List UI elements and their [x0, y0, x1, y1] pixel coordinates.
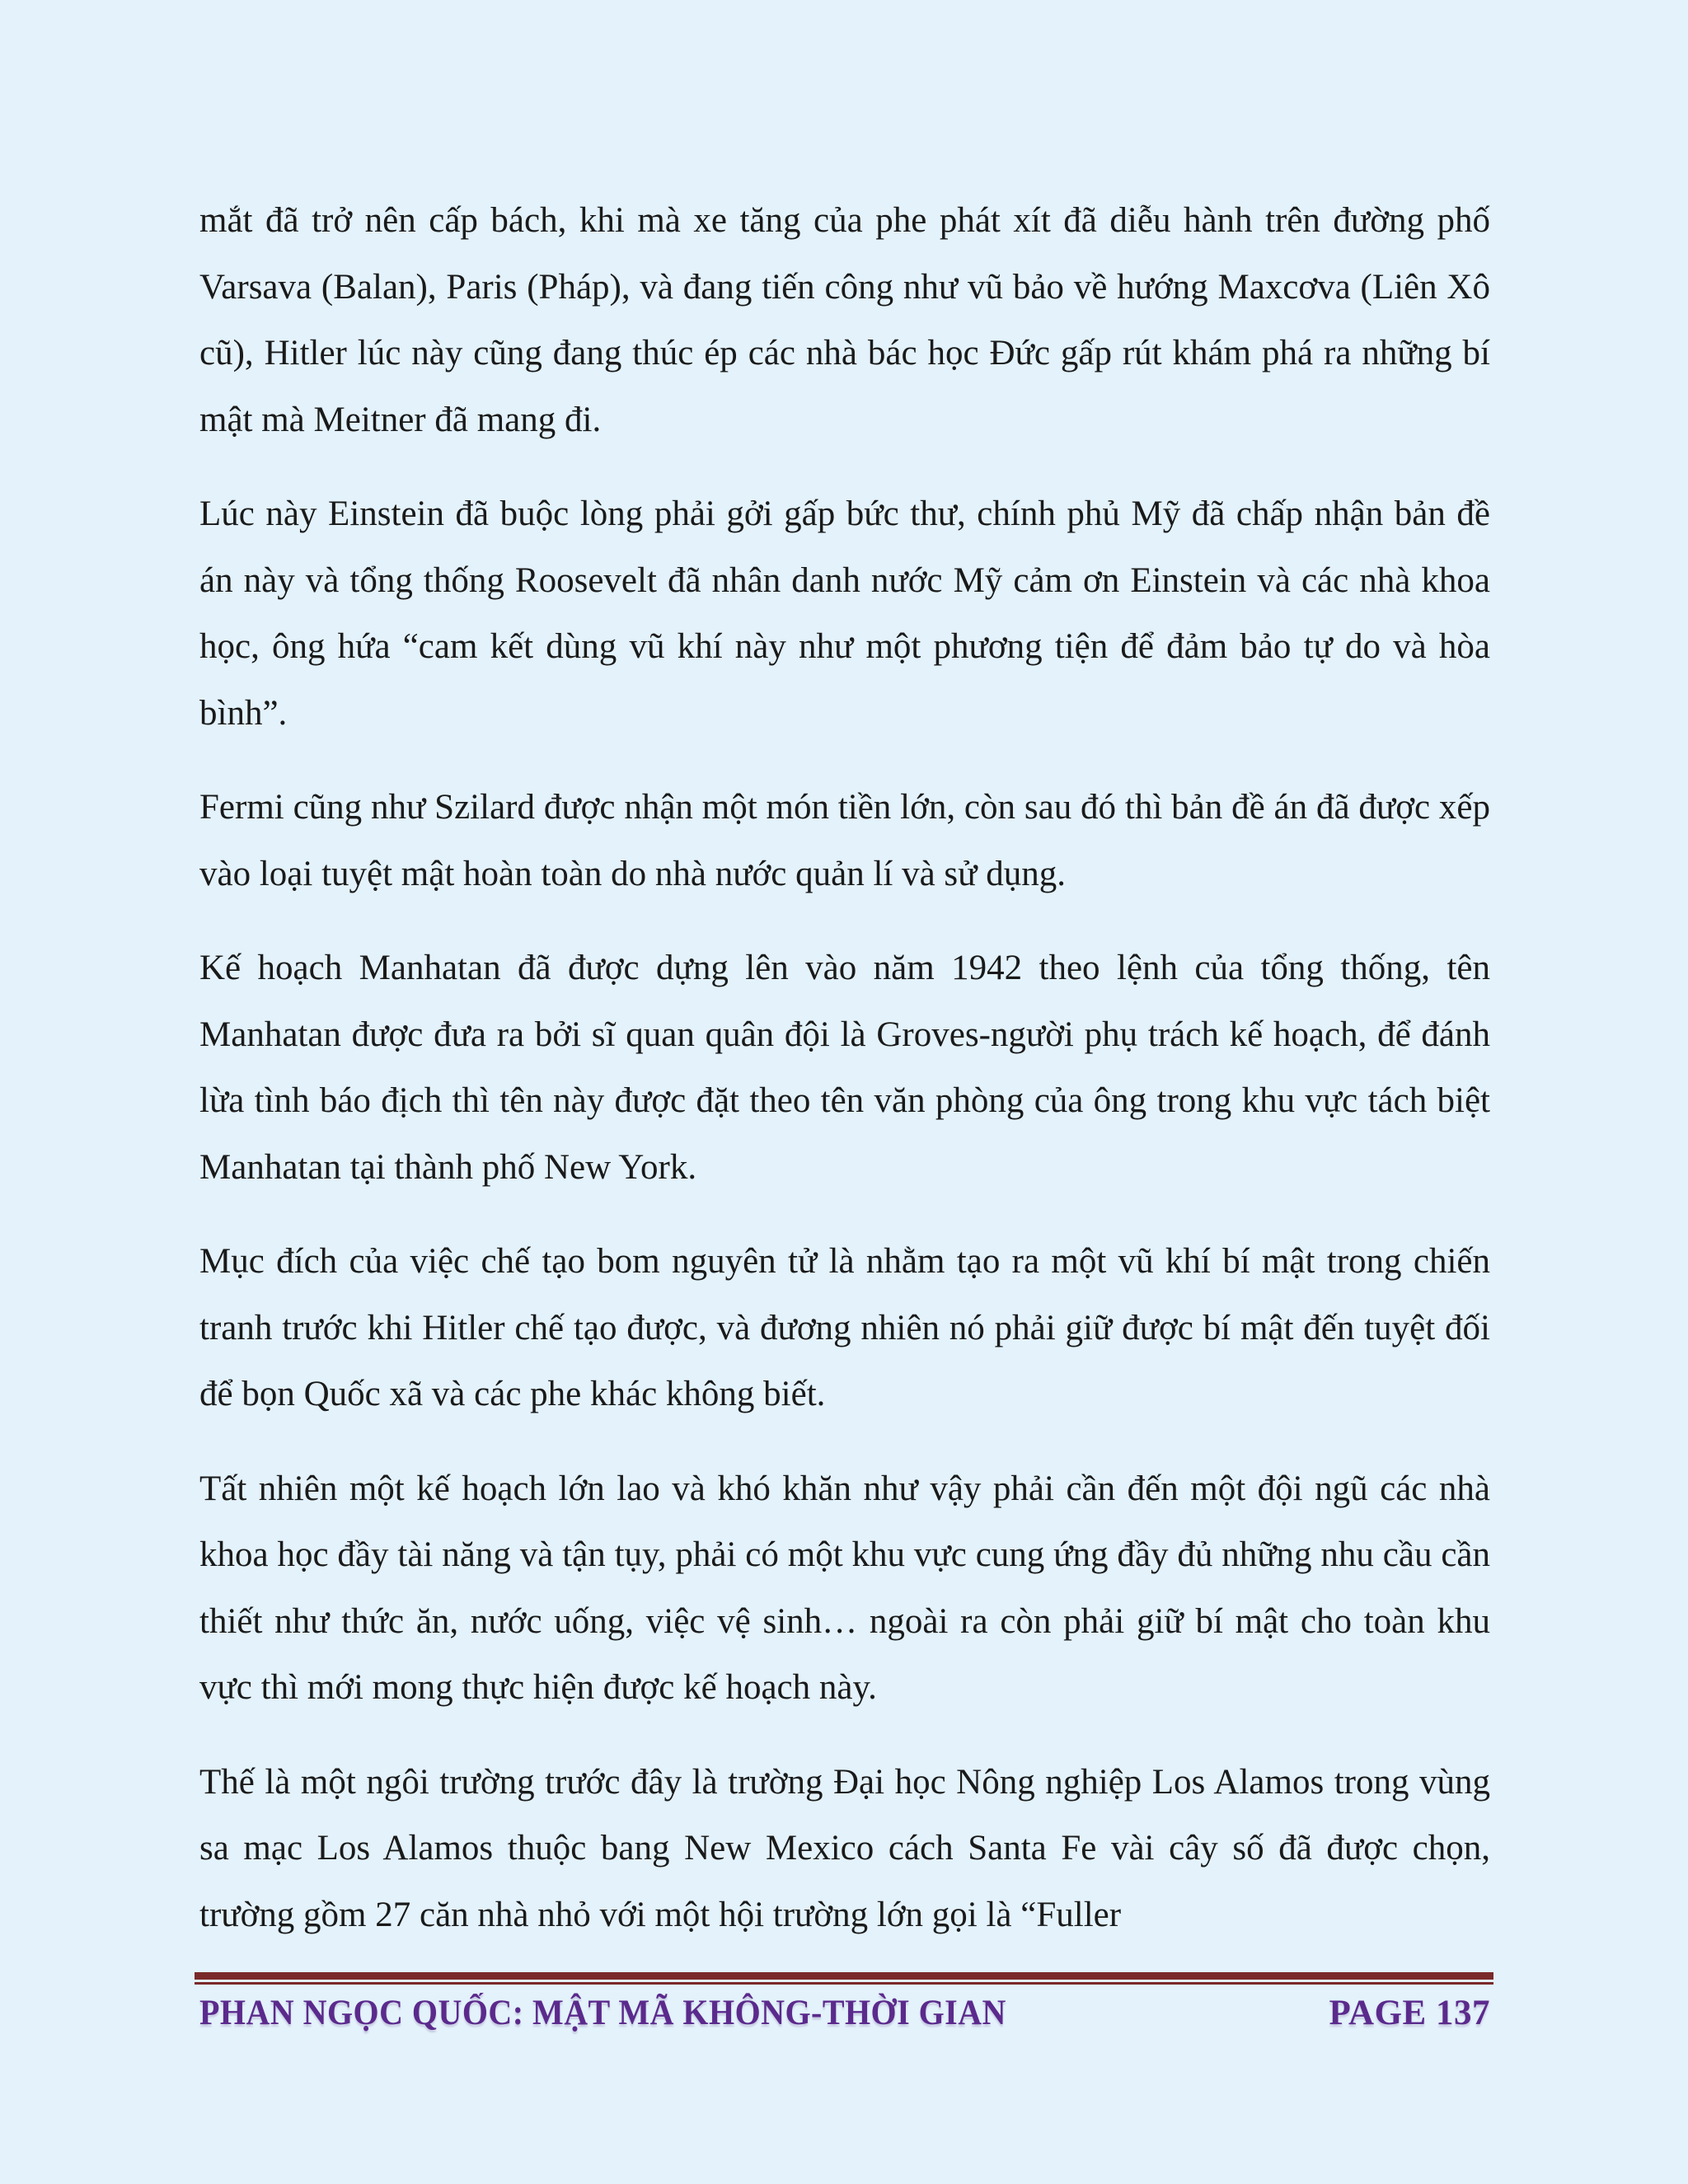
- page-footer: [199, 1985, 1490, 2042]
- paragraph-1: mắt đã trở nên cấp bách, khi mà xe tăng của phe phát xít đã diễu hành trên đường phố Varsava (Balan), Paris (Pháp), và đang tiến công như vũ bảo về hướng Maxcơva (Liên Xô cũ), Hitler lúc này cũng đang thúc ép các nhà bác học Đức gấp rút khám phá ra những bí mật mà Meitner đã mang đi.: [199, 201, 1490, 439]
- paragraph-2: Lúc này Einstein đã buộc lòng phải gởi gấp bức thư, chính phủ Mỹ đã chấp nhận bản đề án này và tổng thống Roosevelt đã nhân danh nước Mỹ cảm ơn Einstein và các nhà khoa học, ông hứa “cam kết dùng vũ khí này như một phương tiện để đảm bảo tự do và hòa bình”.: [199, 494, 1490, 733]
- paragraph-3: Fermi cũng như Szilard được nhận một món tiền lớn, còn sau đó thì bản đề án đã được xếp vào loại tuyệt mật hoàn toàn do nhà nước quản lí và sử dụng.: [199, 788, 1490, 893]
- paragraph-7: Thế là một ngôi trường trước đây là trường Đại học Nông nghiệp Los Alamos trong vùng sa mạc Los Alamos thuộc bang New Mexico cách Santa Fe vài cây số đã được chọn, trường gồm 27 căn nhà nhỏ với một hội trường lớn gọi là “Fuller: [199, 1762, 1490, 1934]
- footer-book-title: PHAN NGỌC QUỐC: MẬT MÃ KHÔNG-THỜI GIAN: [199, 1994, 1006, 2032]
- footer-divider-thick: [195, 1972, 1493, 1980]
- footer-page-number: PAGE 137: [1329, 1994, 1490, 2032]
- body-text: [199, 188, 1490, 1976]
- paragraph-6: Tất nhiên một kế hoạch lớn lao và khó khăn như vậy phải cần đến một đội ngũ các nhà khoa học đầy tài năng và tận tụy, phải có một khu vực cung ứng đầy đủ những nhu cầu cần thiết như thức ăn, nước uống, việc vệ sinh… ngoài ra còn phải giữ bí mật cho toàn khu vực thì mới mong thực hiện được kế hoạch này.: [199, 1469, 1490, 1707]
- paragraph-4: Kế hoạch Manhatan đã được dựng lên vào năm 1942 theo lệnh của tổng thống, tên Manhatan được đưa ra bởi sĩ quan quân đội là Groves-người phụ trách kế hoạch, để đánh lừa tình báo địch thì tên này được đặt theo tên văn phòng của ông trong khu vực tách biệt Manhatan tại thành phố New York.: [199, 949, 1490, 1187]
- paragraph-5: Mục đích của việc chế tạo bom nguyên tử là nhằm tạo ra một vũ khí bí mật trong chiến tranh trước khi Hitler chế tạo được, và đương nhiên nó phải giữ được bí mật đến tuyệt đối để bọn Quốc xã và các phe khác không biết.: [199, 1242, 1490, 1413]
